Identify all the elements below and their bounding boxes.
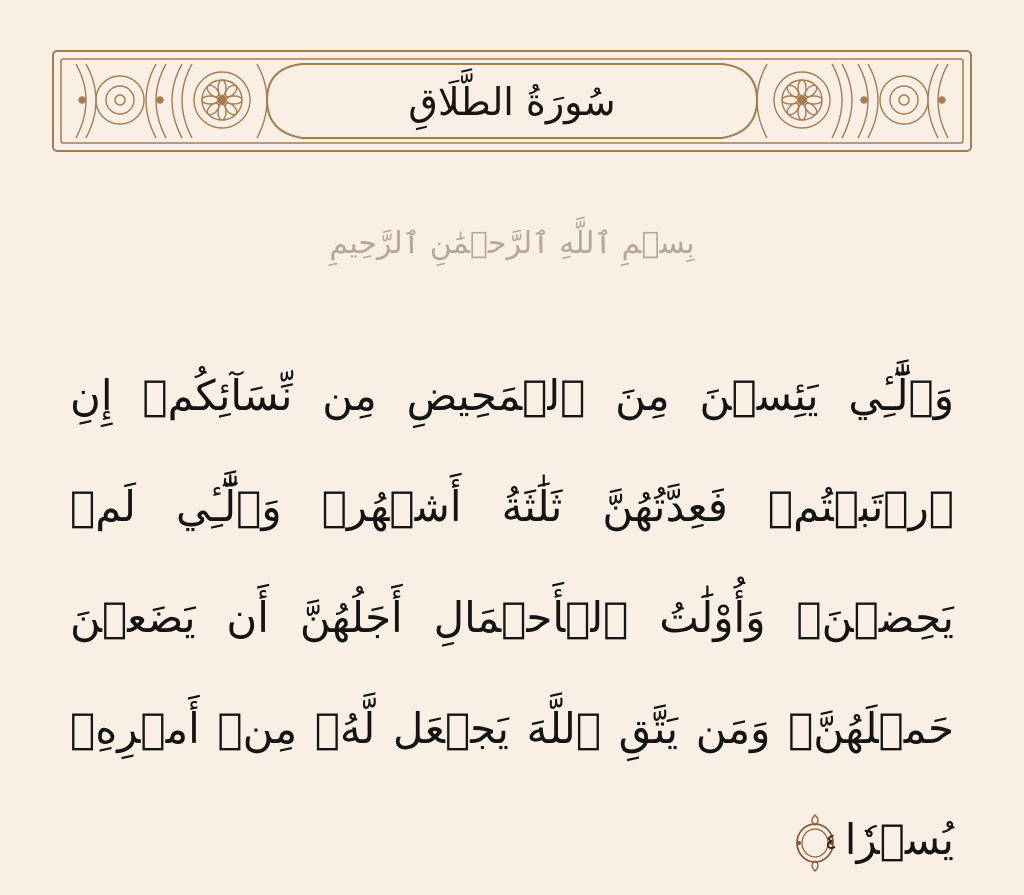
verse-text: وَٱلَّٰٓـِٔي يَئِسۡنَ مِنَ ٱلۡمَحِيضِ مِن نِّسَآئِكُمۡ إِنِ ٱرۡتَبۡتُمۡ فَعِدَّتُهُنَّ ثَلَٰثَةُ أَشۡهُرٖ وَٱلَّٰٓـِٔي لَمۡ يَحِضۡنَۚ وَأُوْلَٰتُ ٱلۡأَحۡمَالِ أَجَلُهُنَّ أَن يَضَعۡنَ حَمۡلَهُنَّۚ وَمَن يَتَّقِ ٱللَّهَ يَجۡعَل لَّهُۥ مِنۡ أَمۡرِهِۦ يُسۡرٗا [70, 371, 954, 864]
surah-title: سُورَةُ الطَّلَاقِ [408, 80, 616, 124]
verse-block [70, 340, 954, 895]
ayah-number-marker [793, 813, 837, 873]
ayah-number: ٤ [824, 829, 837, 855]
basmala: بِسۡمِ ٱللَّهِ ٱلرَّحۡمَٰنِ ٱلرَّحِيمِ [329, 226, 695, 261]
